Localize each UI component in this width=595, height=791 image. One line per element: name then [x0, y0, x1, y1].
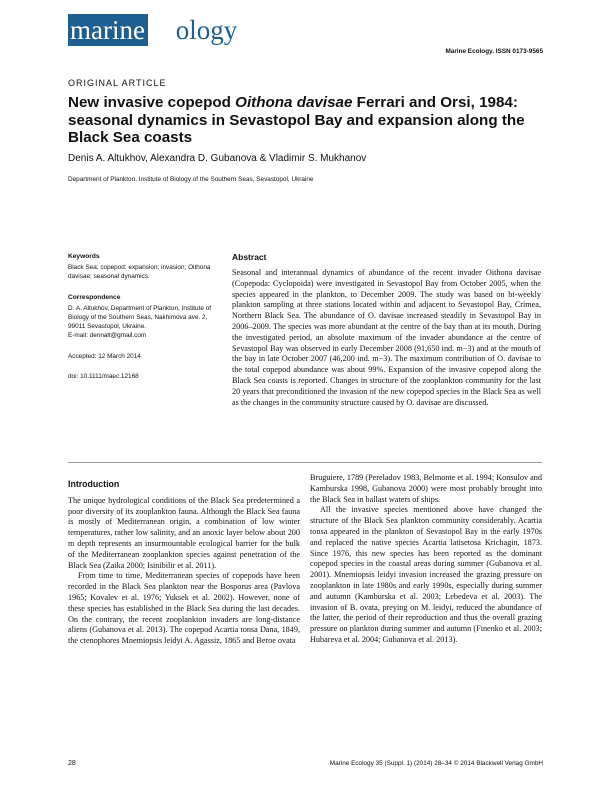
correspondence-text: D. A. Altukhov, Department of Plankton, Institute of Biology of the Southern Seas, Nakhimova ave. 2, 99011 Sevastopol, Ukraine. [68, 304, 212, 331]
introduction-heading: Introduction [68, 479, 120, 489]
affiliation: Department of Plankton, Institute of Biology of the Southern Seas, Sevastopol, Ukraine [68, 176, 314, 183]
correspondence-heading: Correspondence [68, 293, 121, 301]
journal-name [70, 13, 530, 47]
keywords-text: Black Sea; copepod; expansion; invasion; Oithona davisae; seasonal dynamics. [68, 264, 211, 281]
journal-issn: Marine Ecology. ISSN 0173-9565 [445, 48, 543, 55]
keywords-heading: Keywords [68, 253, 100, 260]
intro-paragraph-1: The unique hydrological conditions of the Black Sea predetermined a poor diversity of its zooplankton fauna. Although the Black Sea fauna is mostly of Mediterranean origin, a combination of low winter temperatures, rather low salinity, and an anoxic layer below about 200 m depth represents an insurmountable ecological barrier for the bulk of the Mediterranean zooplankton species against penetration of the Black Sea (Zaika 2000; Isinibilir et al. 2011). [68, 495, 300, 570]
body-column-left [68, 479, 300, 647]
title-pre: New invasive copepod [68, 94, 236, 111]
correspondence-block [68, 293, 218, 341]
intro-paragraph-2: From time to time, Mediterranean species of copepods have been recorded in the Black Sea plankton near the Bosporus area (Pavlova 1965; Kovalev et al. 1976; Yuksek et al. 2002). However, none of these species has established in the Black Sea during the last decades. On the contrary, the recent zooplankton invaders are long-distance aliens (Gubanova et al. 2013). The copepod Acartia tonsa Dana, 1849, the ctenophores Mnemiopsis leidyi A. Agassiz, 1865 and Beroe ovata [68, 571, 300, 646]
journal-name-part2: ology [175, 15, 238, 45]
authors: Denis A. Altukhov, Alexandra D. Gubanova & Vladimir S. Mukhanov [68, 153, 367, 164]
title-species: Oithona davisae [235, 94, 353, 111]
keywords-block [68, 252, 218, 282]
section-divider [68, 462, 542, 463]
article-sidebar [68, 252, 218, 392]
abstract-heading: Abstract [232, 252, 267, 262]
article-type: ORIGINAL ARTICLE [68, 78, 167, 88]
article-title [68, 94, 538, 147]
doi[interactable]: doi: 10.1111/maec.12168 [68, 372, 139, 380]
intro-paragraph-4: All the invasive species mentioned above have changed the structure of the Black Sea plankton community considerably. Acartia tonsa appeared in the plankton of Sevastopol Bay in the early 1970s and replaced the native species Acartia latisetosa Krichagin, 1873. Since 1976, this new species has been reported as the dominant copepod species in the coastal areas during summer (Gubanova et al. 2001). Mnemiopsis leidyi invasion increased the grazing pressure on zooplankton in late 1980s and early 1990s, especially during summer and autumn (Kamburska et al. 2003; Lebedeva et al. 2003). The invasion of B. ovata, preying on M. leidyi, reduced the abundance of the latter, the period of their reproduction and thus the overall grazing pressure on plankton during summer and autumn (Finenko et al. 2003; Hubareva et al. 2004; Gubanova et al. 2013). [310, 505, 542, 644]
abstract-text: Seasonal and interannual dynamics of abundance of the recent invader Oithona davisae (Copepoda: Cyclopoida) were investigated in Sevastopol Bay from October 2005, when the species appeared in the plankton, to December 2009. The study was based on bi-weekly plankton sampling at three stations located within and adjacent to Sevastopol Bay, Crimea, Northern Black Sea. The abundance of O. davisae increased steadily in Sevastopol Bay in 2006–2009. The species was more abundant at the centre of the bay than at its mouth. During the investigated period, an absolute maximum of the invader abundance at the centre of Sevastopol Bay was observed in early December 2008 (91,650 ind. m−3) and at the mouth of the bay in late October 2007 (46,200 ind. m−3). The maximum contribution of O. davisae to the total copepod abundance was about 99%. Expansion of the invasive copepod along the Black Sea coasts is reported. Changes in structure of the zooplankton community for the last 20 years that preconditioned the invasion of the new copepod species in the Black Sea as well as the changes in the community structure caused by O. davisae are discussed. [232, 268, 541, 407]
correspondence-email[interactable]: E-mail: dennalt@gmail.com [68, 332, 147, 340]
page-number: 28 [68, 760, 76, 767]
journal-name-part1: marine ec [70, 15, 176, 45]
footer-citation: Marine Ecology 35 (Suppl. 1) (2014) 28–34 © 2014 Blackwell Verlag GmbH [329, 760, 543, 767]
accepted-date: Accepted: 12 March 2014 [68, 352, 141, 360]
intro-paragraph-3: Bruguiere, 1789 (Pereladov 1983, Belmonte et al. 1994; Konsulov and Kamburska 1998, Gubanova 2000) were most probably brought into the Black Sea in ballast waters of ships. [310, 473, 542, 504]
title-post: Ferrari and Orsi, 1984: seasonal dynamics in Sevastopol Bay and expansion along the Black Sea coasts [68, 94, 525, 146]
body-column-right [310, 473, 542, 646]
